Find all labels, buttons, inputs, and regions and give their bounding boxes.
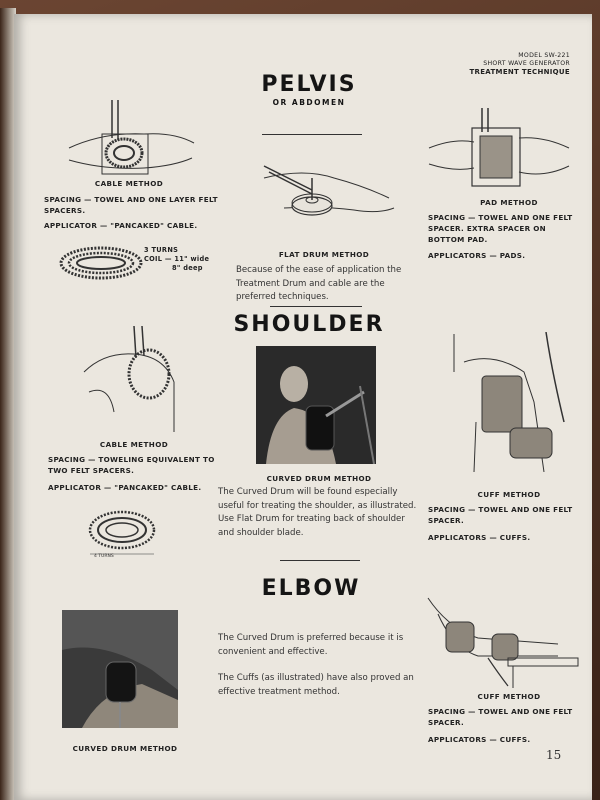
model-header — [410, 52, 570, 76]
elbow-text-2: The Cuffs (as illustrated) have also proved an effective treatment method. — [218, 673, 414, 697]
page-number: 15 — [546, 748, 562, 762]
elbow-curved-drum-caption: CURVED DRUM METHOD — [72, 744, 178, 753]
elbow-cuff-applicators: APPLICATORS — CUFFS. — [428, 735, 531, 744]
shoulder-heading: SHOULDER — [233, 312, 385, 337]
pelvis-cable-spacing: SPACING — TOWEL AND ONE LAYER FELT SPACERS. — [44, 195, 218, 215]
flat-drum-caption: FLAT DRUM METHOD — [278, 250, 370, 259]
four-turn-label: 4 TURNS — [94, 554, 114, 559]
elbow-cuff-spacing: SPACING — TOWEL AND ONE FELT SPACER. — [428, 707, 573, 727]
shoulder-cuff-illustration — [434, 332, 574, 472]
shoulder-cable-caption: CABLE METHOD — [99, 440, 169, 449]
shoulder-cuff-applicators: APPLICATORS — CUFFS. — [428, 533, 531, 542]
pelvis-divider — [262, 134, 362, 135]
treatment-technique-label: TREATMENT TECHNIQUE — [469, 68, 570, 76]
four-turn-coil-illustration — [84, 504, 164, 560]
flat-drum-illustration — [254, 148, 404, 228]
elbow-cuff-caption: CUFF METHOD — [477, 692, 541, 701]
pad-method-caption: PAD METHOD — [480, 198, 538, 207]
coil-dimensions-note — [144, 246, 224, 273]
pad-spacing: SPACING — TOWEL AND ONE FELT SPACER. EXTRA SPACER ON BOTTOM PAD. — [428, 213, 573, 244]
pelvis-pad-illustration — [424, 108, 574, 198]
elbow-heading: ELBOW — [261, 576, 361, 601]
model-number: MODEL SW-221 — [518, 52, 570, 59]
coil-width: COIL — 11" wide — [144, 255, 210, 263]
pancaked-coil-illustration — [56, 242, 146, 284]
pelvis-cable-illustration — [64, 98, 204, 176]
shoulder-cuff-caption: CUFF METHOD — [477, 490, 541, 499]
elbow-text-1: The Curved Drum is preferred because it is convenient and effective. — [218, 633, 404, 657]
flat-drum-description: Because of the ease of application the Treatment Drum and cable are the preferred techniques. — [236, 265, 402, 302]
pad-applicators: APPLICATORS — PADS. — [428, 251, 526, 260]
pelvis-subheading: OR ABDOMEN — [272, 98, 346, 107]
shoulder-cable-illustration — [74, 322, 184, 432]
shoulder-cable-applicator: APPLICATOR — "PANCAKED" CABLE. — [48, 483, 202, 492]
shoulder-cuff-spacing: SPACING — TOWEL AND ONE FELT SPACER. — [428, 505, 573, 525]
shoulder-cable-spacing: SPACING — TOWELING EQUIVALENT TO TWO FELT SPACERS. — [48, 455, 215, 475]
elbow-cuff-illustration — [418, 578, 588, 688]
shoulder-top-divider — [270, 306, 362, 307]
shoulder-curved-drum-caption: CURVED DRUM METHOD — [266, 474, 372, 483]
shoulder-curved-drum-description: The Curved Drum will be found especially useful for treating the shoulder, as illustrated. Use Flat Drum for treating back of shoulder and shoulder blade. — [218, 487, 417, 538]
pelvis-cable-caption: CABLE METHOD — [94, 179, 164, 188]
coil-depth: 8" deep — [172, 264, 203, 272]
shoulder-curved-drum-photo — [256, 346, 376, 464]
elbow-top-divider — [280, 560, 360, 561]
pelvis-heading: PELVIS — [261, 72, 357, 97]
generator-name: SHORT WAVE GENERATOR — [483, 60, 570, 67]
pelvis-cable-applicator: APPLICATOR — "PANCAKED" CABLE. — [44, 221, 198, 230]
coil-turns: 3 TURNS — [144, 246, 179, 254]
elbow-curved-drum-photo — [62, 610, 178, 728]
brochure-page — [14, 14, 592, 800]
